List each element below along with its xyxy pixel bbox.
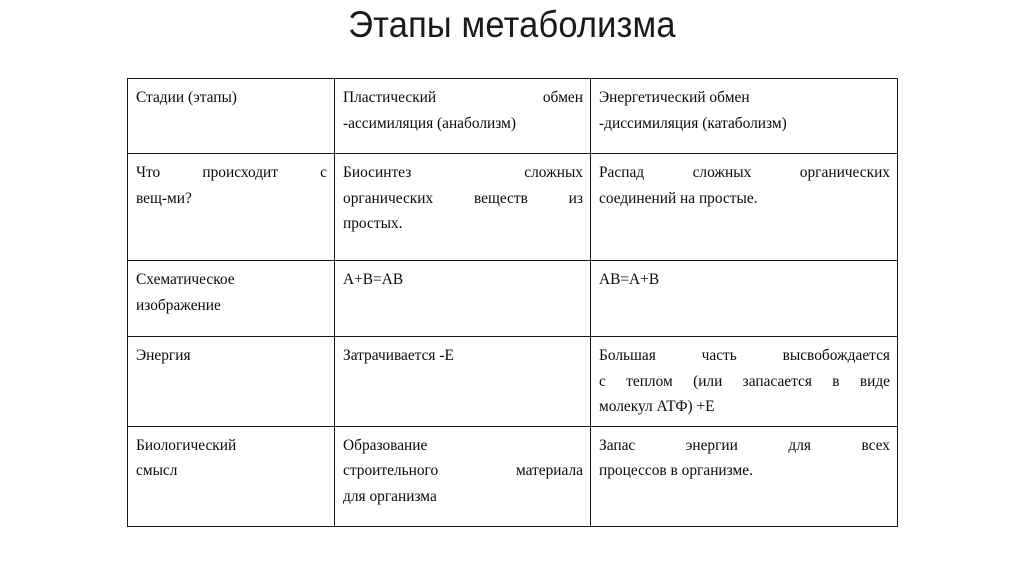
cell-stage-process [128, 154, 335, 261]
cell-line: с теплом (или запасается в виде [599, 372, 890, 390]
cell-line: Энергетический обмен [599, 89, 750, 106]
cell-stage-scheme [128, 261, 335, 337]
cell-line: простых. [343, 215, 403, 232]
cell-line: Распад сложных органических [599, 164, 890, 181]
cell-line: Биосинтез сложных [343, 164, 583, 181]
cell-stage-header [128, 79, 335, 154]
cell-energy-scheme [591, 261, 898, 337]
metabolism-table [127, 78, 898, 527]
cell-energy-header [591, 79, 898, 154]
cell-stage-meaning [128, 426, 335, 526]
table-row [128, 79, 898, 154]
cell-line: строительного материала [343, 462, 583, 479]
cell-line: процессов в организме. [599, 462, 753, 479]
cell-line: Энергия [136, 347, 191, 364]
cell-formula: АВ=А+В [599, 271, 660, 288]
metabolism-table-container [127, 78, 897, 527]
cell-line: Стадии (этапы) [136, 89, 237, 106]
table-row [128, 154, 898, 261]
cell-energy-meaning [591, 426, 898, 526]
cell-line: вещ-ми? [136, 189, 192, 207]
cell-line: Запас энергии для всех [599, 436, 890, 454]
cell-line: Образование [343, 436, 428, 454]
cell-line: для организма [343, 487, 437, 505]
page-title: Этапы метаболизма [348, 4, 676, 45]
cell-line: изображение [136, 296, 221, 314]
cell-line: Что происходит с [136, 164, 327, 181]
cell-formula: А+В=АВ [343, 271, 404, 288]
cell-stage-energy [128, 337, 335, 427]
table-row [128, 337, 898, 427]
cell-line: Затрачивается -Е [343, 347, 454, 364]
table-row [128, 261, 898, 337]
cell-line: органических веществ из [343, 189, 583, 207]
cell-line: соединений на простые. [599, 189, 758, 207]
cell-line: Биологический [136, 436, 237, 454]
cell-energy-process [591, 154, 898, 261]
cell-plastic-process [335, 154, 591, 261]
cell-line: Схематическое [136, 271, 235, 288]
cell-plastic-scheme [335, 261, 591, 337]
cell-line: смысл [136, 462, 178, 479]
cell-plastic-energy [335, 337, 591, 427]
cell-plastic-meaning [335, 426, 591, 526]
cell-line: молекул АТФ) +Е [599, 398, 715, 415]
cell-line: -диссимиляция (катаболизм) [599, 114, 787, 132]
cell-line: Пластический обмен [343, 89, 583, 106]
table-row [128, 426, 898, 526]
cell-line: Большая часть высвобождается [599, 347, 890, 364]
cell-line: -ассимиляция (анаболизм) [343, 114, 516, 132]
cell-energy-energy [591, 337, 898, 427]
cell-plastic-header [335, 79, 591, 154]
